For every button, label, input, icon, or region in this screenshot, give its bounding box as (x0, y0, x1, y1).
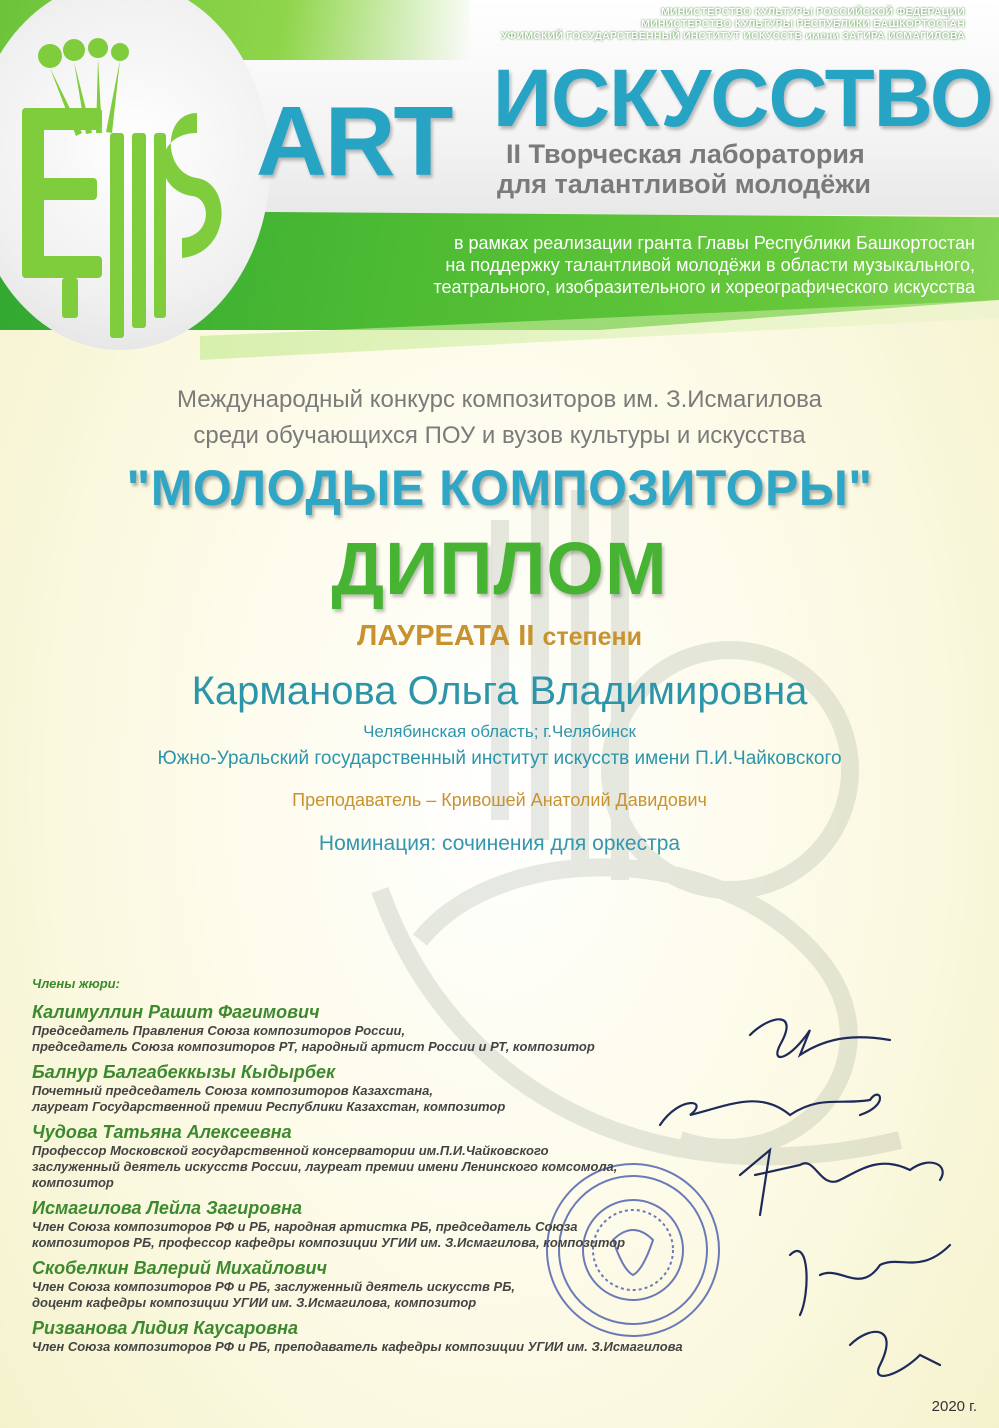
juror-role: композитор (32, 1175, 114, 1190)
jury-title: Члены жюри: (32, 976, 120, 991)
juror-role: Член Союза композиторов РФ и РБ, заслуженный деятель искусств РБ, (32, 1279, 516, 1294)
juror-role: доцент кафедры композиции УГИИ им. З.Исмагилова, композитор (32, 1295, 477, 1310)
recipient-institute: Южно-Уральский государственный институт искусств имени П.И.Чайковского (157, 748, 842, 769)
grant-text (433, 232, 975, 298)
juror-item (32, 1197, 752, 1251)
ministry-line: МИНИСТЕРСТВО КУЛЬТУРЫ РОССИЙСКОЙ ФЕДЕРАЦИИ (660, 6, 965, 18)
juror-item (32, 1001, 752, 1055)
institute-logo-icon (22, 38, 232, 338)
year-label: 2020 г. (931, 1398, 977, 1415)
laureate-degree (0, 622, 999, 651)
ministries-block (501, 6, 965, 42)
recipient-region: Челябинская область; г.Челябинск (363, 722, 636, 741)
juror-name: Исмагилова Лейла Загировна (32, 1198, 302, 1218)
nomination-line: Номинация: сочинения для оркестра (318, 832, 681, 855)
art-title: ART (256, 86, 452, 196)
laureate-degree-word: степени (542, 623, 642, 651)
diploma-title: ДИПЛОМ (331, 527, 668, 610)
ministry-line: МИНИСТЕРСТВО КУЛЬТУРЫ РЕСПУБЛИКИ БАШКОРТОСТАН (641, 18, 965, 30)
juror-role: председатель Союза композиторов РТ, народный артист России и РТ, композитор (32, 1039, 595, 1054)
jury-list (32, 976, 752, 1361)
juror-name: Чудова Татьяна Алексеевна (32, 1122, 292, 1142)
iskusstvo-title: ИСКУССТВО (493, 53, 993, 144)
recipient-name: Карманова Ольга Владимировна (191, 669, 808, 713)
grant-line: на поддержку талантливой молодёжи в области музыкального, (445, 255, 975, 275)
competition-line1: Международный конкурс композиторов им. З.Исмагилова (176, 386, 823, 413)
juror-role: Профессор Московской государственной консерватории им.П.И.Чайковского (32, 1143, 549, 1158)
grant-line: театрального, изобразительного и хореографического искусства (433, 277, 975, 297)
juror-item (32, 1317, 752, 1355)
juror-role: Председатель Правления Союза композиторов России, (32, 1023, 406, 1038)
juror-role: Член Союза композиторов РФ и РБ, преподаватель кафедры композиции УГИИ им. З.Исмагилова (32, 1339, 683, 1354)
ministry-line: УФИМСКИЙ ГОСУДАРСТВЕННЫЙ ИНСТИТУТ ИСКУССТВ имени ЗАГИРА ИСМАГИЛОВА (501, 30, 965, 42)
juror-name: Калимуллин Рашит Фагимович (32, 1002, 320, 1022)
juror-item (32, 1257, 752, 1311)
lab-subtitle-line2: для талантливой молодёжи (497, 169, 871, 199)
juror-name: Балнур Балгабеккызы Кыдырбек (32, 1062, 336, 1082)
juror-role: Почетный председатель Союза композиторов Казахстана, (32, 1083, 433, 1098)
laureate-main: ЛАУРЕАТА II (356, 620, 535, 652)
juror-name: Скобелкин Валерий Михайлович (32, 1258, 327, 1278)
lab-subtitle-line1: II Творческая лаборатория (506, 139, 865, 169)
juror-role: лауреат Государственной премии Республики Казахстан, композитор (32, 1099, 506, 1114)
juror-role: композиторов РБ, профессор кафедры композиции УГИИ им. З.Исмагилова, композитор (32, 1235, 626, 1250)
juror-item (32, 1121, 752, 1191)
contest-title: "МОЛОДЫЕ КОМПОЗИТОРЫ" (126, 460, 873, 516)
juror-name: Ризванова Лидия Каусаровна (32, 1318, 299, 1338)
juror-role: заслуженный деятель искусств России, лауреат премии имени Ленинского комсомола, (32, 1159, 618, 1174)
competition-line2: среди обучающихся ПОУ и вузов культуры и искусства (193, 422, 806, 449)
juror-role: Член Союза композиторов РФ и РБ, народная артистка РБ, председатель Союза (32, 1219, 578, 1234)
teacher-line: Преподаватель – Кривошей Анатолий Давидович (292, 790, 707, 810)
juror-item (32, 1061, 752, 1115)
grant-line: в рамках реализации гранта Главы Республики Башкортостан (453, 233, 975, 253)
